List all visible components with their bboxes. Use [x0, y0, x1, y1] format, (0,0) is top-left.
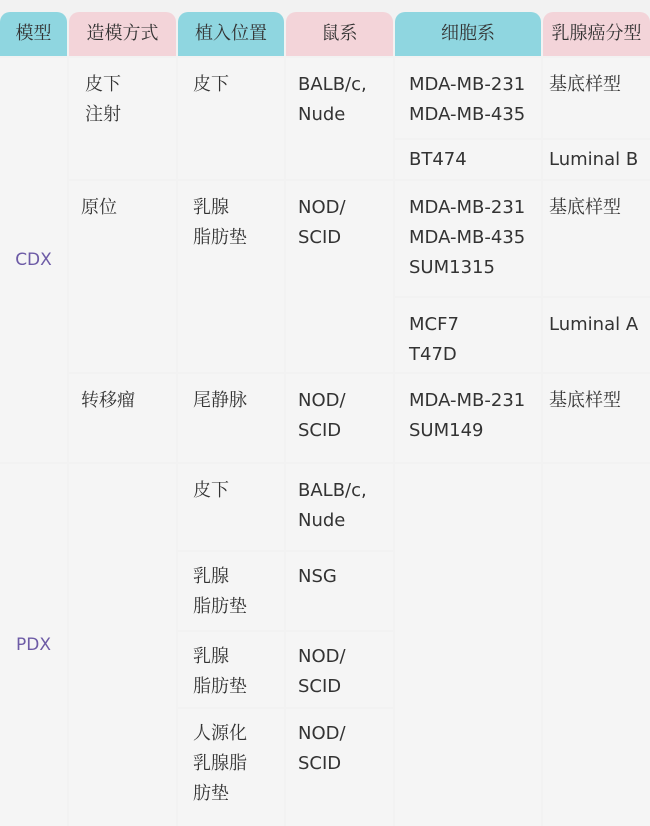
text-line: 人源化	[193, 723, 247, 744]
site-cell	[178, 552, 284, 630]
cell-line-cell-empty	[395, 464, 541, 826]
site-cell	[178, 181, 284, 372]
text-line: 肪垫	[193, 783, 229, 804]
header-model	[0, 12, 67, 56]
subtype-cell	[543, 58, 650, 138]
text-line: 乳腺	[193, 646, 229, 667]
text-line: MDA-MB-435	[409, 227, 526, 248]
header-label: 鼠系	[321, 23, 358, 44]
strain-cell	[286, 374, 393, 462]
text-line: SCID	[298, 420, 342, 441]
header-cell-line	[395, 12, 541, 56]
site-cell	[178, 464, 284, 550]
text-line: 乳腺	[193, 566, 229, 587]
header-label: 植入位置	[195, 23, 267, 44]
strain-cell	[286, 632, 393, 707]
text-line: SUM1315	[409, 257, 495, 278]
text-line: Luminal B	[549, 149, 639, 170]
text-line: SCID	[298, 676, 342, 697]
text-line: 脂肪垫	[193, 227, 247, 248]
cell-line-cell	[395, 374, 541, 462]
header-subtype	[543, 12, 650, 56]
text-line: 注射	[85, 104, 121, 125]
method-cell	[69, 374, 176, 462]
text-line: Luminal A	[549, 314, 639, 335]
site-cell	[178, 709, 284, 826]
model-pdx-cell	[0, 464, 67, 826]
header-method	[69, 12, 176, 56]
text-line: 基底样型	[549, 390, 621, 411]
strain-cell	[286, 464, 393, 550]
header-label: 模型	[15, 23, 52, 44]
header-site	[178, 12, 284, 56]
strain-cell	[286, 552, 393, 630]
model-cdx-cell	[0, 58, 67, 462]
text-line: NOD/	[298, 646, 346, 667]
text-line: 基底样型	[549, 74, 621, 95]
method-cell	[69, 58, 176, 179]
text-line: Nude	[298, 510, 346, 531]
text-line: Nude	[298, 104, 346, 125]
site-cell	[178, 632, 284, 707]
model-label: CDX	[15, 250, 52, 270]
text-line: MDA-MB-231	[409, 74, 526, 95]
text-line: 乳腺	[193, 197, 229, 218]
cell-line-cell	[395, 298, 541, 372]
text-line: 原位	[81, 197, 117, 218]
text-line: NOD/	[298, 197, 346, 218]
method-cell-empty	[69, 464, 176, 826]
text-line: NOD/	[298, 390, 346, 411]
text-line: MDA-MB-435	[409, 104, 526, 125]
header-label: 乳腺癌分型	[551, 23, 642, 44]
subtype-cell	[543, 374, 650, 462]
text-line: SCID	[298, 227, 342, 248]
text-line: NSG	[298, 566, 337, 587]
site-cell	[178, 374, 284, 462]
text-line: MDA-MB-231	[409, 197, 526, 218]
text-line: BT474	[409, 149, 467, 170]
text-line: 脂肪垫	[193, 676, 247, 697]
text-line: 基底样型	[549, 197, 621, 218]
cell-line-cell	[395, 140, 541, 179]
text-line: 皮下	[193, 74, 229, 95]
text-line: T47D	[409, 344, 457, 365]
subtype-cell	[543, 298, 650, 372]
method-cell	[69, 181, 176, 372]
header-strain	[286, 12, 393, 56]
site-cell	[178, 58, 284, 179]
strain-cell	[286, 181, 393, 372]
text-line: SCID	[298, 753, 342, 774]
model-label: PDX	[16, 635, 51, 655]
text-line: MDA-MB-231	[409, 390, 526, 411]
text-line: 转移瘤	[81, 390, 135, 411]
text-line: MCF7	[409, 314, 459, 335]
subtype-cell	[543, 140, 650, 179]
text-line: 尾静脉	[193, 390, 247, 411]
text-line: 皮下	[85, 74, 121, 95]
header-label: 细胞系	[441, 23, 495, 44]
strain-cell	[286, 709, 393, 826]
header-label: 造模方式	[86, 23, 159, 44]
strain-cell	[286, 58, 393, 179]
text-line: BALB/c,	[298, 74, 367, 95]
cell-line-cell	[395, 58, 541, 138]
text-line: 皮下	[193, 480, 229, 501]
text-line: 乳腺脂	[193, 753, 247, 774]
subtype-cell	[543, 181, 650, 296]
subtype-cell-empty	[543, 464, 650, 826]
text-line: BALB/c,	[298, 480, 367, 501]
text-line: 脂肪垫	[193, 596, 247, 617]
cell-line-cell	[395, 181, 541, 296]
text-line: NOD/	[298, 723, 346, 744]
text-line: SUM149	[409, 420, 484, 441]
